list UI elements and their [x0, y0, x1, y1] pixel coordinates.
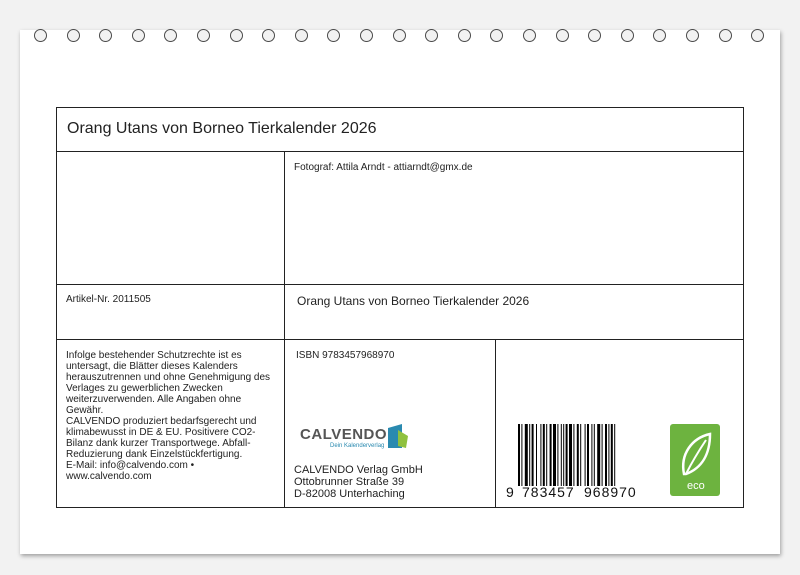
- product-title: Orang Utans von Borneo Tierkalender 2026: [297, 294, 530, 308]
- barcode-digit-group2: 968970: [584, 484, 637, 500]
- divider-title: [56, 151, 744, 152]
- calvendo-logo: [300, 424, 412, 454]
- binding-ring: [458, 29, 471, 42]
- binding-ring: [751, 29, 764, 42]
- binding-ring: [556, 29, 569, 42]
- binding-ring: [67, 29, 80, 42]
- divider-column-left: [284, 151, 285, 508]
- calendar-title: Orang Utans von Borneo Tierkalender 2026: [67, 120, 377, 137]
- binding-ring: [621, 29, 634, 42]
- divider-article: [56, 339, 744, 340]
- barcode-digit-first: 9: [506, 484, 515, 500]
- binding-ring: [34, 29, 47, 42]
- binding-ring: [490, 29, 503, 42]
- binding-ring: [164, 29, 177, 42]
- logo-tagline: Dein Kalenderverlag: [330, 443, 385, 449]
- divider-column-right: [495, 339, 496, 508]
- publisher-address: CALVENDO Verlag GmbH Ottobrunner Straße 39 D-82008 Unterhaching: [294, 464, 423, 500]
- isbn-barcode: [506, 424, 644, 500]
- binding-ring: [719, 29, 732, 42]
- barcode-digit-group1: 783457: [522, 484, 575, 500]
- isbn-number: ISBN 9783457968970: [296, 350, 395, 361]
- barcode-bars-icon: [514, 424, 644, 486]
- binding-ring: [132, 29, 145, 42]
- binding-ring: [197, 29, 210, 42]
- binding-ring: [230, 29, 243, 42]
- binding-ring: [295, 29, 308, 42]
- binding-ring: [425, 29, 438, 42]
- logo-mark-icon: [386, 424, 410, 450]
- binding-ring: [360, 29, 373, 42]
- binding-ring: [393, 29, 406, 42]
- binding-ring: [327, 29, 340, 42]
- binding-ring: [99, 29, 112, 42]
- article-number: Artikel-Nr. 2011505: [66, 294, 151, 305]
- binding-ring: [686, 29, 699, 42]
- eco-text: eco: [687, 480, 705, 492]
- binding-ring: [262, 29, 275, 42]
- binding-ring: [523, 29, 536, 42]
- legal-notice: Infolge bestehender Schutzrechte ist es untersagt, die Blätter dieses Kalenders herauszutrennen und ohne Genehmigung des Verlages zu gewerblichen Zwecken weiterzuverwenden. Alle Angaben ohne Gewähr. CALVENDO produziert bedarfsgerecht und klimabewusst in DE & EU. Positivere CO2- Bilanz dank kurzer Transportwege. Abfall- Reduzierung dank Einzelstückfertigung. E-Mail: info@calvendo.com • www.calvendo.com: [66, 350, 271, 482]
- photographer-credit: Fotograf: Attila Arndt - attiarndt@gmx.de: [294, 162, 473, 173]
- logo-wordmark: CALVENDO: [300, 426, 388, 443]
- spiral-binding: [0, 0, 800, 48]
- eco-label: [670, 424, 720, 496]
- binding-ring: [588, 29, 601, 42]
- binding-ring: [653, 29, 666, 42]
- divider-photo: [56, 284, 744, 285]
